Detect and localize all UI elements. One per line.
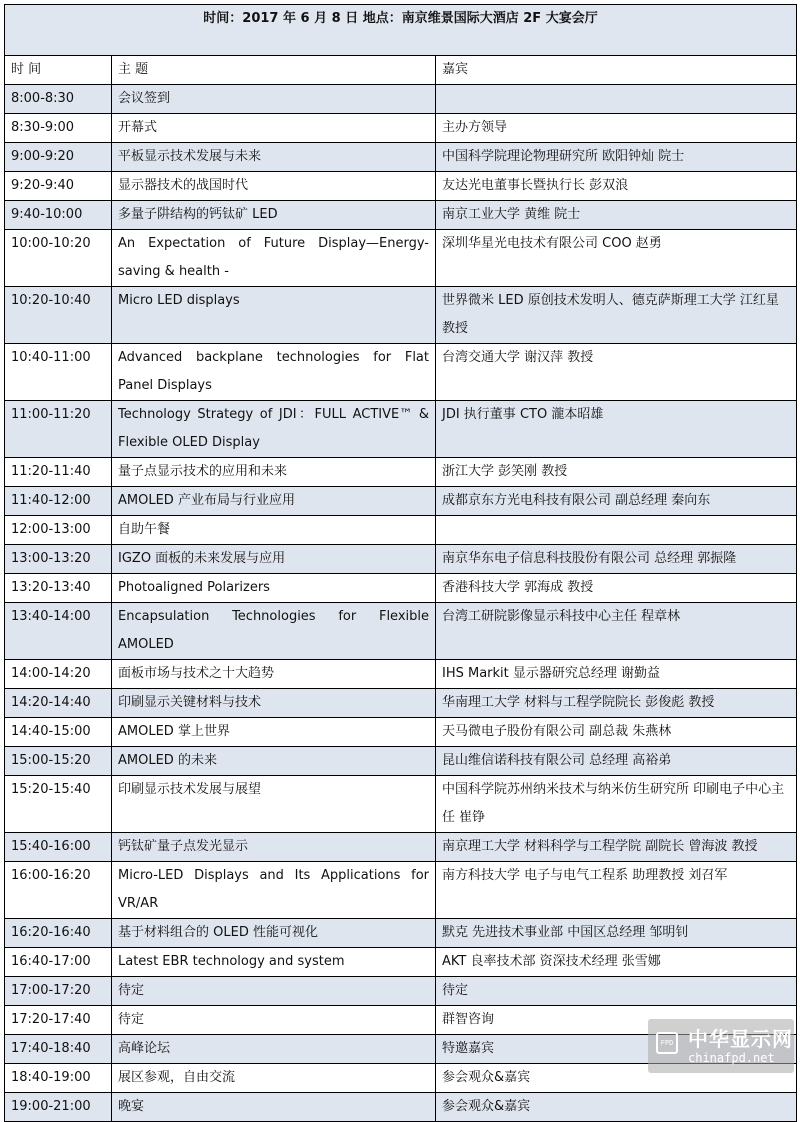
row-topic: 待定 xyxy=(112,1006,436,1035)
row-topic: 晚宴 xyxy=(112,1093,436,1122)
table-row xyxy=(5,172,797,201)
table-row xyxy=(5,689,797,718)
row-time: 11:40-12:00 xyxy=(5,487,112,516)
row-speaker: 香港科技大学 郭海成 教授 xyxy=(436,574,797,603)
table-row xyxy=(5,1093,797,1122)
row-topic: 平板显示技术发展与未来 xyxy=(112,143,436,172)
row-time: 11:00-11:20 xyxy=(5,401,112,458)
row-topic: Micro LED displays xyxy=(112,287,436,344)
table-row xyxy=(5,201,797,230)
row-topic: Photoaligned Polarizers xyxy=(112,574,436,603)
row-time: 15:00-15:20 xyxy=(5,747,112,776)
row-speaker: 南京华东电子信息科技股份有限公司 总经理 郭振隆 xyxy=(436,545,797,574)
row-time: 13:00-13:20 xyxy=(5,545,112,574)
row-speaker: 南京工业大学 黄维 院士 xyxy=(436,201,797,230)
table-row xyxy=(5,516,797,545)
row-speaker: 昆山维信诺科技有限公司 总经理 高裕弟 xyxy=(436,747,797,776)
row-topic: 印刷显示技术发展与展望 xyxy=(112,776,436,833)
row-topic: 显示器技术的战国时代 xyxy=(112,172,436,201)
row-time: 14:00-14:20 xyxy=(5,660,112,689)
row-time: 18:40-19:00 xyxy=(5,1064,112,1093)
row-speaker: AKT 良率技术部 资深技术经理 张雪娜 xyxy=(436,948,797,977)
table-row xyxy=(5,660,797,689)
row-speaker: 南京理工大学 材料科学与工程学院 副院长 曾海波 教授 xyxy=(436,833,797,862)
row-time: 12:00-13:00 xyxy=(5,516,112,545)
row-speaker: JDI 执行董事 CTO 瀧本昭雄 xyxy=(436,401,797,458)
watermark-logo xyxy=(648,1019,794,1073)
row-speaker: 参会观众&嘉宾 xyxy=(436,1093,797,1122)
table-row xyxy=(5,747,797,776)
row-time: 16:00-16:20 xyxy=(5,862,112,919)
row-speaker xyxy=(436,85,797,114)
row-topic: 多量子阱结构的钙钛矿 LED xyxy=(112,201,436,230)
row-speaker: IHS Markit 显示器研究总经理 谢勤益 xyxy=(436,660,797,689)
row-speaker: 待定 xyxy=(436,977,797,1006)
row-speaker xyxy=(436,516,797,545)
table-row xyxy=(5,574,797,603)
row-speaker: 中国科学院苏州纳米技术与纳米仿生研究所 印刷电子中心主任 崔铮 xyxy=(436,776,797,833)
schedule-title: 时间：2017 年 6 月 8 日 地点：南京维景国际大酒店 2F 大宴会厅 xyxy=(5,5,797,56)
row-time: 10:20-10:40 xyxy=(5,287,112,344)
watermark-name: 中华显示网 xyxy=(688,1027,793,1051)
row-topic: Micro-LED Displays and Its Applications for VR/AR xyxy=(112,862,436,919)
row-topic: AMOLED 产业布局与行业应用 xyxy=(112,487,436,516)
row-speaker: 天马微电子股份有限公司 副总裁 朱燕林 xyxy=(436,718,797,747)
row-topic: 高峰论坛 xyxy=(112,1035,436,1064)
row-speaker: 台湾工研院影像显示科技中心主任 程章林 xyxy=(436,603,797,660)
row-topic: Latest EBR technology and system xyxy=(112,948,436,977)
row-speaker: 中国科学院理论物理研究所 欧阳钟灿 院士 xyxy=(436,143,797,172)
row-time: 9:40-10:00 xyxy=(5,201,112,230)
row-speaker: 主办方领导 xyxy=(436,114,797,143)
row-topic: AMOLED 的未来 xyxy=(112,747,436,776)
table-row xyxy=(5,603,797,660)
row-time: 8:30-9:00 xyxy=(5,114,112,143)
table-row xyxy=(5,919,797,948)
row-time: 9:00-9:20 xyxy=(5,143,112,172)
row-speaker: 友达光电董事长暨执行长 彭双浪 xyxy=(436,172,797,201)
row-topic: Advanced backplane technologies for Flat Panel Displays xyxy=(112,344,436,401)
table-row xyxy=(5,718,797,747)
column-header-time: 时 间 xyxy=(5,56,112,85)
row-topic: 开幕式 xyxy=(112,114,436,143)
table-row xyxy=(5,977,797,1006)
row-time: 10:40-11:00 xyxy=(5,344,112,401)
table-row xyxy=(5,458,797,487)
row-time: 11:20-11:40 xyxy=(5,458,112,487)
row-topic: Technology Strategy of JDI：FULL ACTIVE™ & Flexible OLED Display xyxy=(112,401,436,458)
row-time: 13:40-14:00 xyxy=(5,603,112,660)
row-time: 14:40-15:00 xyxy=(5,718,112,747)
table-row xyxy=(5,344,797,401)
table-row xyxy=(5,948,797,977)
row-time: 16:20-16:40 xyxy=(5,919,112,948)
row-time: 10:00-10:20 xyxy=(5,230,112,287)
table-row xyxy=(5,545,797,574)
row-topic: AMOLED 掌上世界 xyxy=(112,718,436,747)
fpd-logo-icon: FPD xyxy=(656,1032,678,1054)
row-time: 8:00-8:30 xyxy=(5,85,112,114)
row-speaker: 深圳华星光电技术有限公司 COO 赵勇 xyxy=(436,230,797,287)
row-speaker: 参会观众&嘉宾 xyxy=(436,1064,797,1093)
row-speaker: 华南理工大学 材料与工程学院院长 彭俊彪 教授 xyxy=(436,689,797,718)
table-row xyxy=(5,230,797,287)
row-time: 13:20-13:40 xyxy=(5,574,112,603)
column-header-topic: 主 题 xyxy=(112,56,436,85)
row-speaker: 特邀嘉宾 xyxy=(436,1035,797,1064)
table-row xyxy=(5,487,797,516)
row-speaker: 世界微米 LED 原创技术发明人、德克萨斯理工大学 江红星 教授 xyxy=(436,287,797,344)
row-time: 19:00-21:00 xyxy=(5,1093,112,1122)
row-speaker: 默克 先进技术事业部 中国区总经理 邹明钊 xyxy=(436,919,797,948)
table-row xyxy=(5,776,797,833)
row-speaker: 群智咨询 xyxy=(436,1006,797,1035)
table-row xyxy=(5,143,797,172)
column-header-row xyxy=(5,56,797,85)
row-topic: 量子点显示技术的应用和未来 xyxy=(112,458,436,487)
row-time: 16:40-17:00 xyxy=(5,948,112,977)
table-row xyxy=(5,85,797,114)
row-topic: 自助午餐 xyxy=(112,516,436,545)
row-time: 17:40-18:40 xyxy=(5,1035,112,1064)
table-row xyxy=(5,114,797,143)
table-row xyxy=(5,401,797,458)
table-row xyxy=(5,287,797,344)
schedule-table xyxy=(4,4,797,1122)
row-speaker: 南方科技大学 电子与电气工程系 助理教授 刘召军 xyxy=(436,862,797,919)
row-topic: 钙钛矿量子点发光显示 xyxy=(112,833,436,862)
column-header-speaker: 嘉宾 xyxy=(436,56,797,85)
row-speaker: 台湾交通大学 谢汉萍 教授 xyxy=(436,344,797,401)
row-topic: An Expectation of Future Display—Energy-saving & health - xyxy=(112,230,436,287)
row-time: 15:40-16:00 xyxy=(5,833,112,862)
row-topic: 面板市场与技术之十大趋势 xyxy=(112,660,436,689)
row-speaker: 成都京东方光电科技有限公司 副总经理 秦向东 xyxy=(436,487,797,516)
row-topic: 印刷显示关键材料与技术 xyxy=(112,689,436,718)
row-time: 14:20-14:40 xyxy=(5,689,112,718)
row-speaker: 浙江大学 彭笑刚 教授 xyxy=(436,458,797,487)
row-time: 17:20-17:40 xyxy=(5,1006,112,1035)
row-time: 17:00-17:20 xyxy=(5,977,112,1006)
table-row xyxy=(5,833,797,862)
table-row xyxy=(5,862,797,919)
row-topic: 展区参观，自由交流 xyxy=(112,1064,436,1093)
row-time: 15:20-15:40 xyxy=(5,776,112,833)
row-topic: IGZO 面板的未来发展与应用 xyxy=(112,545,436,574)
row-topic: Encapsulation Technologies for Flexible AMOLED xyxy=(112,603,436,660)
row-topic: 基于材料组合的 OLED 性能可视化 xyxy=(112,919,436,948)
row-topic: 待定 xyxy=(112,977,436,1006)
row-time: 9:20-9:40 xyxy=(5,172,112,201)
watermark-url: chinafpd.net xyxy=(688,1051,775,1065)
row-topic: 会议签到 xyxy=(112,85,436,114)
